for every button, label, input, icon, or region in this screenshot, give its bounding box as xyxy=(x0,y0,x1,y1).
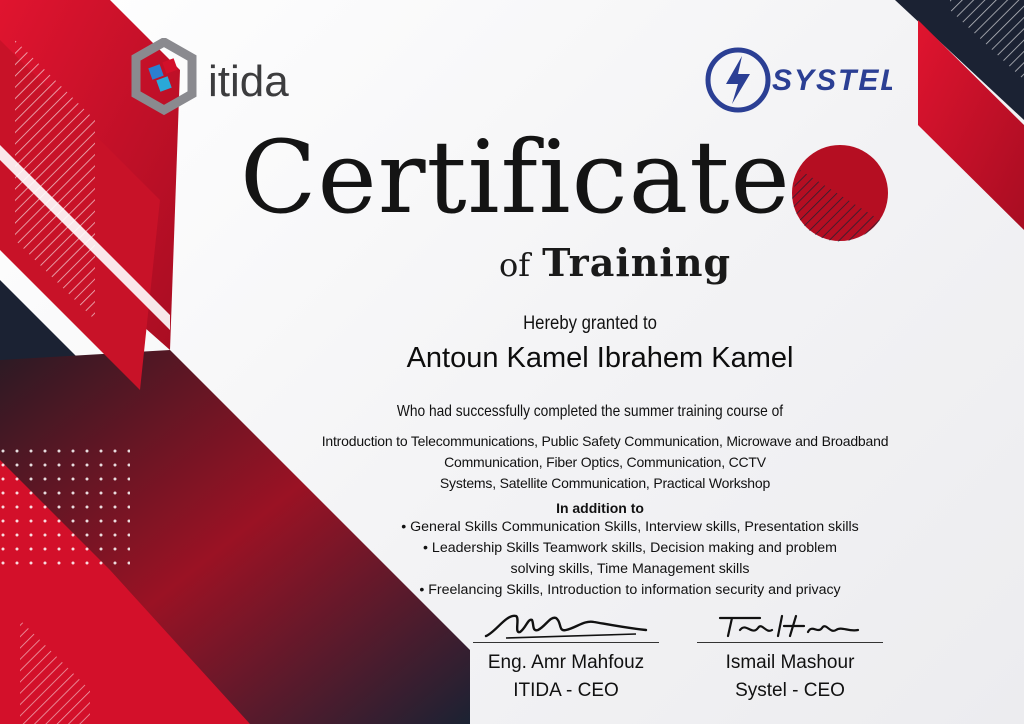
skills-line: • Leadership Skills Teamwork skills, Decision making and problem xyxy=(423,540,837,556)
course-list xyxy=(280,431,930,494)
course-line: Introduction to Telecommunications, Public Safety Communication, Microwave and Broadband xyxy=(321,433,889,449)
svg-text:SYSTEL: SYSTEL xyxy=(772,64,892,97)
systel-logo-mark xyxy=(702,44,892,116)
signer-title: ITIDA - CEO xyxy=(513,680,619,701)
signature-line xyxy=(473,642,659,643)
certificate-subtitle xyxy=(420,238,810,290)
in-addition-heading: In addition to xyxy=(556,500,644,516)
skills-line: • General Skills Communication Skills, Interview skills, Presentation skills xyxy=(401,519,859,535)
signature-block-systel xyxy=(680,608,900,705)
dot-grid xyxy=(0,440,130,570)
signature-line xyxy=(697,642,883,643)
systel-logo xyxy=(702,44,892,116)
itida-logo-mark xyxy=(128,38,318,130)
skills-line: • Freelancing Skills, Introduction to information security and privacy xyxy=(419,582,841,598)
course-line: Systems, Satellite Communication, Practical Workshop xyxy=(439,475,771,491)
signer-title: Systel - CEO xyxy=(735,680,845,701)
subtitle-of: of xyxy=(498,246,531,284)
signer-name: Eng. Amr Mahfouz xyxy=(487,652,645,673)
svg-text:itida: itida xyxy=(208,57,289,106)
skills-list xyxy=(350,517,910,601)
certificate-title: Certificate xyxy=(240,119,791,236)
signature-block-itida xyxy=(451,608,681,705)
signature-mahfouz xyxy=(476,608,656,642)
completion-statement: Who had successfully completed the summer training course of xyxy=(396,403,784,420)
course-line: Communication, Fiber Optics, Communication, CCTV xyxy=(444,454,766,470)
skills-line: solving skills, Time Management skills xyxy=(510,561,750,577)
signature-mashour xyxy=(700,608,880,642)
itida-logo xyxy=(128,38,318,130)
granted-to-label: Hereby granted to xyxy=(523,313,657,334)
signer-name: Ismail Mashour xyxy=(725,652,855,673)
recipient-name: Antoun Kamel Ibrahem Kamel xyxy=(406,342,794,374)
subtitle-training: Training xyxy=(542,240,732,285)
